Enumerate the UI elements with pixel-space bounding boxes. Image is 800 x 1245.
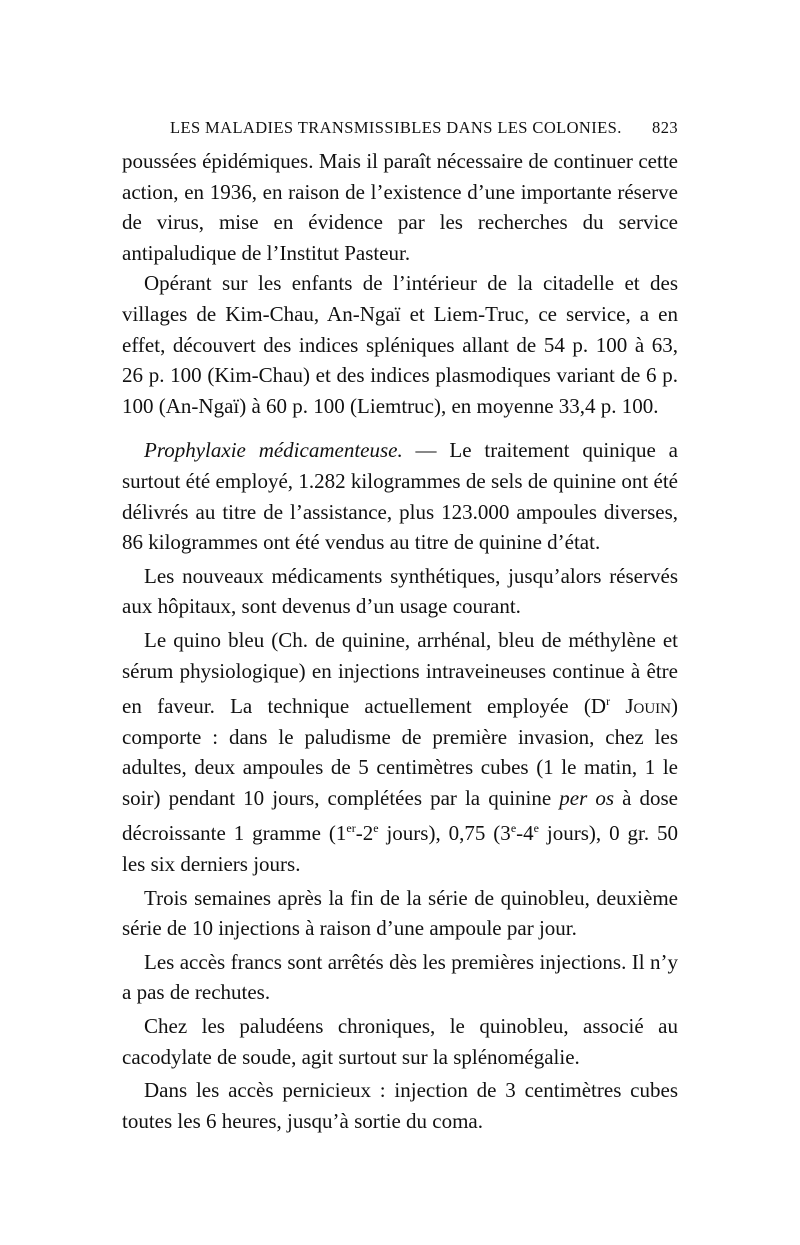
superscript: e	[533, 821, 539, 836]
running-title: LES MALADIES TRANSMISSIBLES DANS LES COLONIES.	[170, 118, 622, 137]
author-name: Jouin	[625, 694, 672, 719]
paragraph: Les nouveaux médicaments synthétiques, jusqu’alors réservés aux hôpitaux, sont devenus d’un usage courant.	[122, 563, 678, 619]
paragraph-text: jours), 0 gr. 50 les six derniers jours.	[122, 821, 679, 877]
paragraph-text: Le quino bleu (Ch. de quinine, arrhénal, bleu de méthylène et sérum physiologique) en injections intraveineuses continue à être en faveur. La technique actuellement employée (D	[122, 627, 678, 719]
section-heading: Prophylaxie médicamenteuse.	[144, 438, 403, 463]
latin-term: per os	[559, 785, 615, 810]
paragraph-text: à dose décroissante 1 gramme (1	[122, 785, 678, 846]
superscript: r	[606, 694, 611, 709]
paragraph: Chez les paludéens chroniques, le quinobleu, associé au cacodylate de soude, agit surtout sur la splénomégalie.	[122, 1014, 678, 1069]
superscript: e	[373, 821, 379, 836]
paragraph-text: jours), 0,75 (3	[378, 821, 511, 846]
superscript: er	[346, 821, 356, 836]
paragraph-text: ) comporte : dans le paludisme de première invasion, chez les adultes, deux ampoules de 5 centimètres cubes (1 le matin, 1 le soir) pendant 10 jours, complétées par la quinine	[122, 694, 679, 810]
paragraph: Dans les accès pernicieux : injection de 3 centimètres cubes toutes les 6 heures, jusqu’à sortie du coma.	[122, 1078, 678, 1133]
paragraph	[122, 625, 678, 880]
paragraph: Trois semaines après la fin de la série de quinobleu, deuxième série de 10 injections à raison d’une ampoule par jour.	[122, 885, 678, 941]
paragraph: Opérant sur les enfants de l’intérieur de la citadelle et des villages de Kim-Chau, An-Ngaï et Liem-Truc, ce service, a en effet, découvert des indices spléniques allant de 54 p. 100 à 63, 26 p. 100 (Kim-Chau) et des indices plasmodiques variant de 6 p. 100 (An-Ngaï) à 60 p. 100 (Liemtruc), en moyenne 33,4 p. 100.	[122, 271, 678, 418]
running-header	[170, 118, 678, 138]
paragraph: Les accès francs sont arrêtés dès les premières injections. Il n’y a pas de rechutes.	[122, 949, 678, 1005]
paragraph-text: -2	[355, 821, 374, 846]
body-text	[122, 146, 678, 1136]
page-number: 823	[652, 118, 678, 137]
paragraph	[122, 435, 678, 557]
paragraph-text: — Le traitement quinique a surtout été employé, 1.282 kilogrammes de sels de quinine ont été délivrés au titre de l’assistance, plus 123.000 ampoules diverses, 86 kilogrammes ont été vendus au titre de quinine d’état.	[122, 438, 678, 555]
paragraph: poussées épidémiques. Mais il paraît nécessaire de continuer cette action, en 1936, en raison de l’existence d’une importante réserve de virus, mise en évidence par les recherches du service antipaludique de l’Institut Pasteur.	[122, 149, 678, 265]
paragraph-text: -4	[516, 821, 534, 846]
superscript: e	[510, 821, 517, 836]
